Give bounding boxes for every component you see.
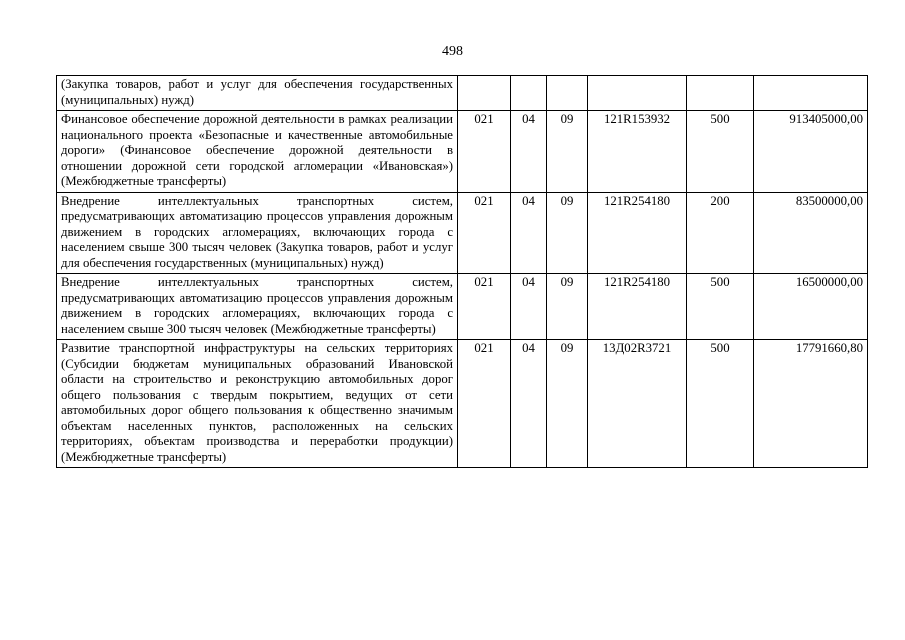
row-expense-type: 500 [687, 274, 754, 340]
table-row [57, 274, 868, 340]
row-target-article: 121R153932 [588, 111, 687, 193]
row-subsection-code: 09 [547, 111, 588, 193]
table-row [57, 111, 868, 193]
page-number: 498 [442, 44, 463, 59]
row-expense-type: 500 [687, 111, 754, 193]
row-amount: 16500000,00 [754, 274, 868, 340]
row-target-article: 13Д02R3721 [588, 340, 687, 468]
row-amount: 17791660,80 [754, 340, 868, 468]
row-target-article: 121R254180 [588, 192, 687, 274]
row-subsection-code [547, 76, 588, 111]
row-section-code: 04 [511, 111, 547, 193]
row-grbs-code: 021 [458, 111, 511, 193]
row-description: Финансовое обеспечение дорожной деятельности в рамках реализации национального проекта «Безопасные и качественные автомобильные дороги» (Финансовое обеспечение дорожной деятельности в отношении дорожной сети городской агломерации «Ивановская») (Межбюджетные трансферты) [57, 111, 458, 193]
row-description: Развитие транспортной инфраструктуры на сельских территориях (Субсидии бюджетам муниципальных образований Ивановской области на строительство и реконструкцию автомобильных дорог общего пользования с твердым покрытием, ведущих от сети автомобильных дорог общего пользования к общественно значимым объектам населенных пунктов, расположенных на сельских территориях, объектам производства и переработки продукции) (Межбюджетные трансферты) [57, 340, 458, 468]
row-section-code: 04 [511, 192, 547, 274]
table-row [57, 76, 868, 111]
row-amount: 83500000,00 [754, 192, 868, 274]
row-expense-type: 200 [687, 192, 754, 274]
table-row [57, 192, 868, 274]
row-description: Внедрение интеллектуальных транспортных систем, предусматривающих автоматизацию процессов управления дорожным движением в городских агломерациях, включающих города с населением свыше 300 тысяч человек (Межбюджетные трансферты) [57, 274, 458, 340]
row-expense-type: 500 [687, 340, 754, 468]
row-grbs-code: 021 [458, 340, 511, 468]
row-description: (Закупка товаров, работ и услуг для обеспечения государственных (муниципальных) нужд) [57, 76, 458, 111]
budget-table [56, 75, 868, 468]
row-grbs-code: 021 [458, 192, 511, 274]
row-section-code [511, 76, 547, 111]
row-target-article [588, 76, 687, 111]
row-section-code: 04 [511, 340, 547, 468]
row-target-article: 121R254180 [588, 274, 687, 340]
table-row [57, 340, 868, 468]
row-subsection-code: 09 [547, 192, 588, 274]
row-amount: 913405000,00 [754, 111, 868, 193]
row-grbs-code [458, 76, 511, 111]
row-subsection-code: 09 [547, 340, 588, 468]
row-section-code: 04 [511, 274, 547, 340]
row-expense-type [687, 76, 754, 111]
row-description: Внедрение интеллектуальных транспортных систем, предусматривающих автоматизацию процессов управления дорожным движением в городских агломерациях, включающих города с населением свыше 300 тысяч человек (Закупка товаров, работ и услуг для обеспечения государственных (муниципальных) нужд) [57, 192, 458, 274]
row-grbs-code: 021 [458, 274, 511, 340]
row-amount [754, 76, 868, 111]
row-subsection-code: 09 [547, 274, 588, 340]
